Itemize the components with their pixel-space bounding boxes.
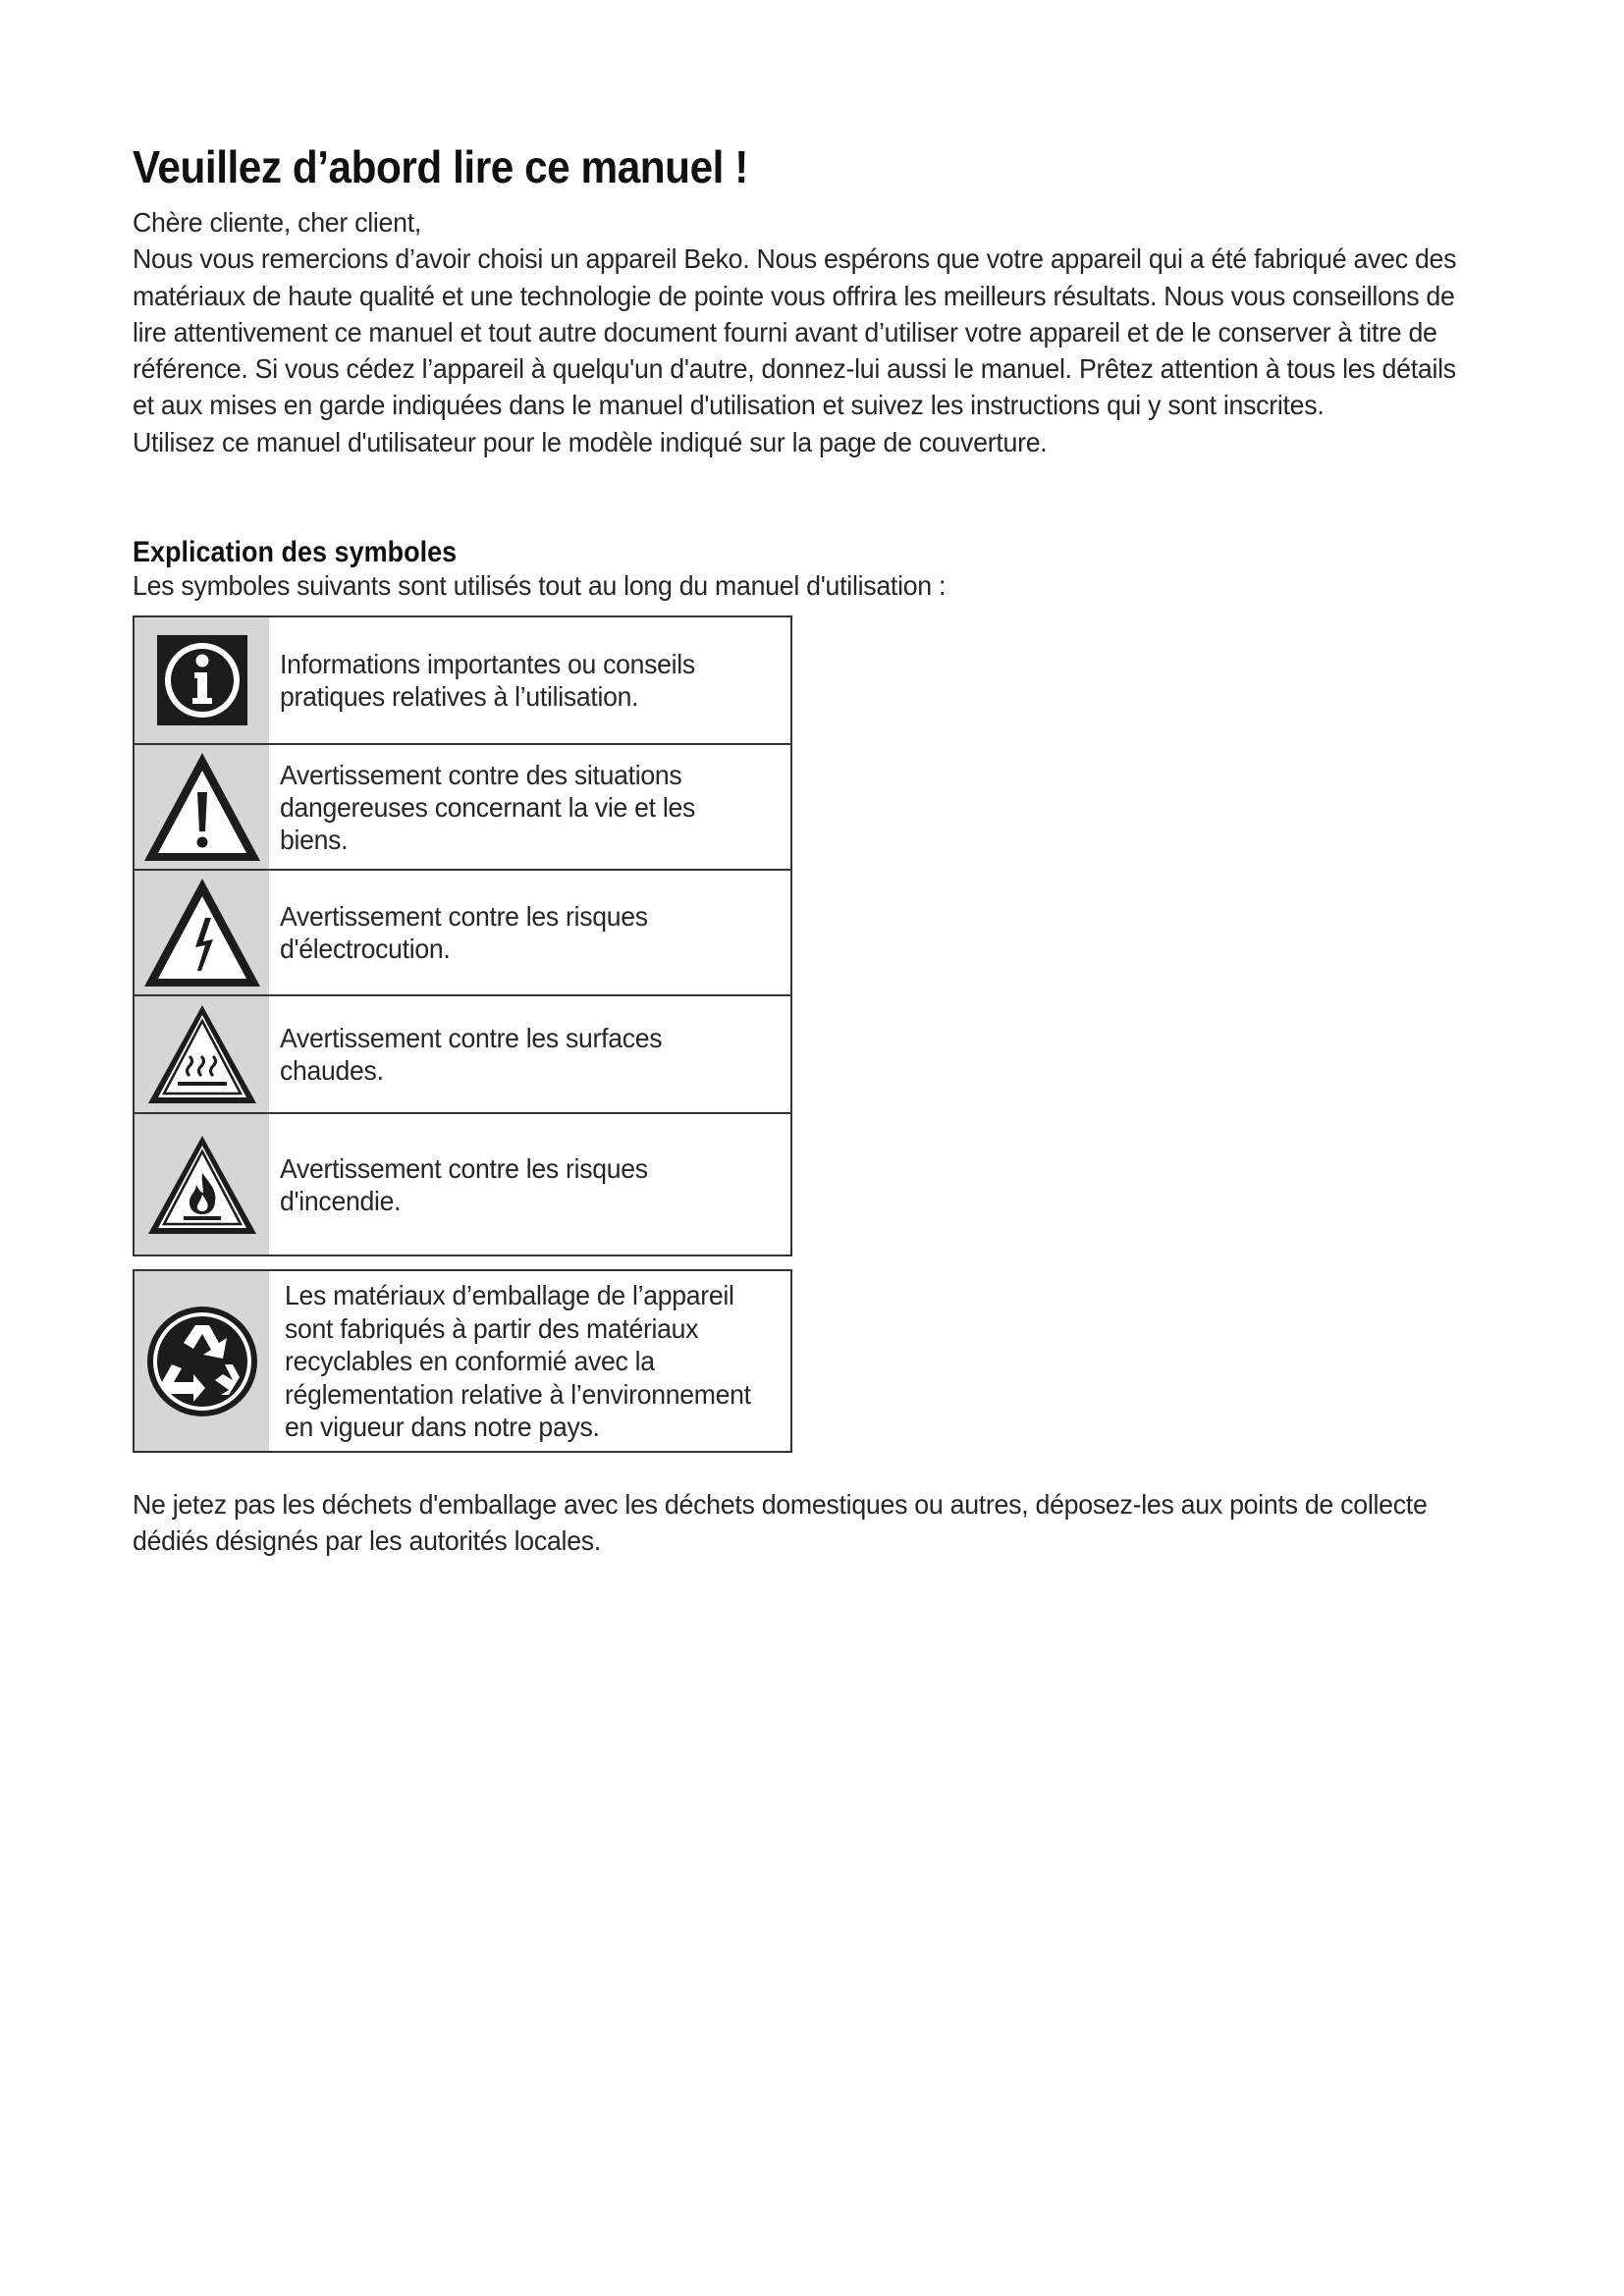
info-icon <box>155 633 249 727</box>
model-note: Utilisez ce manuel d'utilisateur pour le modèle indiqué sur la page de couverture. <box>133 426 1048 457</box>
recycling-description: Les matériaux d’emballage de l’appareil sont fabriqués à partir des matériaux recyclables en conformié avec la réglementation relative à l’environnement en vigueur dans notre pays. <box>285 1280 751 1442</box>
symbol-description: Informations importantes ou conseils pratiques relatives à l’utilisation. <box>280 649 695 712</box>
recycling-table <box>133 1269 792 1453</box>
recycling-row <box>135 1271 790 1451</box>
symbol-icon-cell <box>135 1114 269 1255</box>
symbol-description: Avertissement contre les surfaces chaudes. <box>280 1023 663 1086</box>
intro-text <box>133 204 1483 460</box>
symbol-icon-cell <box>135 996 269 1112</box>
symbol-row <box>135 1114 790 1255</box>
symbol-description: Avertissement contre les risques d'incendie. <box>280 1152 648 1216</box>
symbol-text-cell <box>269 996 790 1112</box>
symbol-row <box>135 617 790 745</box>
symbol-icon-cell <box>135 617 269 743</box>
symbol-row <box>135 871 790 996</box>
symbols-table <box>133 615 792 1256</box>
symbol-icon-cell <box>135 745 269 869</box>
greeting: Chère cliente, cher client, <box>133 207 421 238</box>
symbol-description: Avertissement contre des situations dangereuses concernant la vie et les biens. <box>280 759 696 855</box>
symbol-description: Avertissement contre les risques d'électrocution. <box>280 901 648 964</box>
warning-icon <box>140 749 264 865</box>
page-title: Veuillez d’abord lire ce manuel ! <box>133 141 748 192</box>
symbol-text-cell <box>269 871 790 994</box>
symbols-intro: Les symboles suivants sont utilisés tout au long du manuel d'utilisation : <box>133 570 947 601</box>
symbol-row <box>135 996 790 1114</box>
electric-shock-warning-icon <box>140 875 264 990</box>
symbol-text-cell <box>269 1271 790 1451</box>
symbols-heading: Explication des symboles <box>133 536 458 568</box>
symbol-text-cell <box>269 745 790 869</box>
symbol-row <box>135 745 790 871</box>
symbol-text-cell <box>269 617 790 743</box>
intro-body: Nous vous remercions d’avoir choisi un appareil Beko. Nous espérons que votre appareil qui a été fabriqué avec des matériaux de haute qualité et une technologie de pointe vous offrira les meilleurs résultats. Nous vous conseillons de lire attentivement ce manuel et tout autre document fourni avant d’utiliser votre appareil et de le conserver à titre de référence. Si vous cédez l’appareil à quelqu'un d'autre, donnez-lui aussi le manuel. Prêtez attention à tous les détails et aux mises en garde indiquées dans le manuel d'utilisation et suivez les instructions qui y sont inscrites. <box>133 243 1457 421</box>
fire-warning-icon <box>144 1132 260 1238</box>
recycling-icon <box>144 1304 260 1419</box>
disposal-note: Ne jetez pas les déchets d'emballage avec les déchets domestiques ou autres, déposez-les aux points de collecte dédiés désignés par les autorités locales. <box>133 1489 1428 1557</box>
symbol-text-cell <box>269 1114 790 1255</box>
symbol-icon-cell <box>135 1271 269 1451</box>
hot-surface-warning-icon <box>144 1001 260 1107</box>
symbol-icon-cell <box>135 871 269 994</box>
